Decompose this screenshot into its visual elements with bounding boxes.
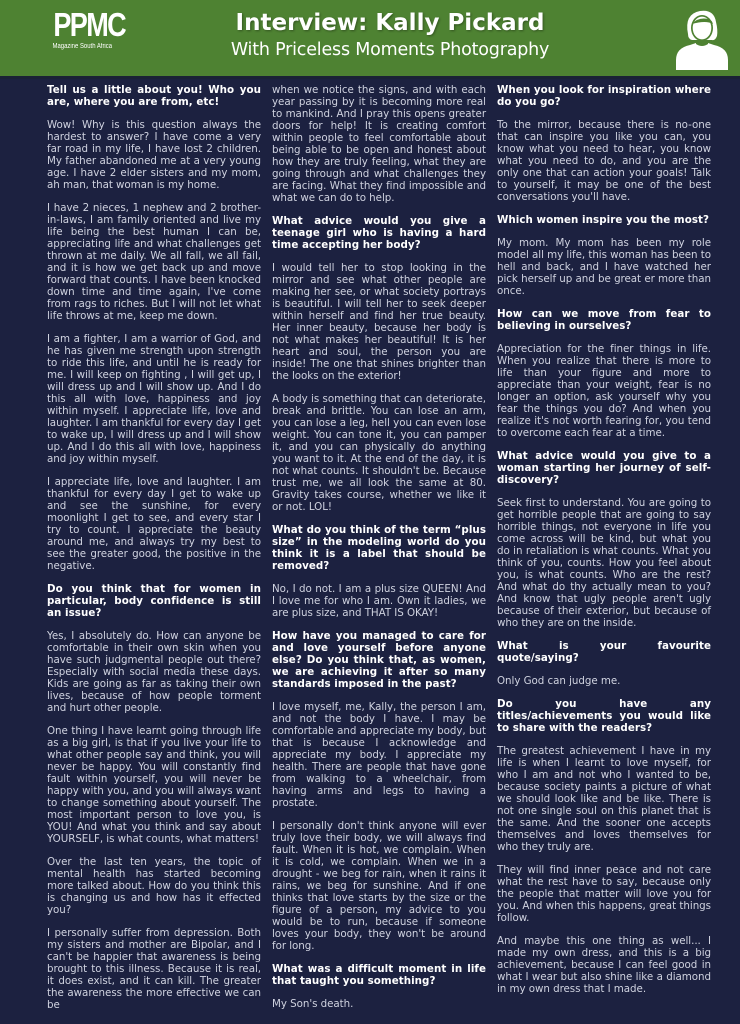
- interview-answer: To the mirror, because there is no-one that can inspire you like you can, you know what you need to hear, you know what you need to do, and you are the only one that can action your goals! Talk to yourself, it may be one of the best conversations you'll have.: [497, 119, 711, 203]
- interview-answer: No, I do not. I am a plus size QUEEN! And I love me for who I am. Own it ladies, we are plus size, and THAT IS OKAY!: [272, 583, 486, 619]
- interview-question: When you look for inspiration where do you go?: [497, 84, 711, 108]
- interview-question: What was a difficult moment in life that taught you something?: [272, 963, 486, 987]
- interview-question: What advice would you give a teenage girl who is having a hard time accepting her body?: [272, 215, 486, 251]
- interview-answer: I am a fighter, I am a warrior of God, and he has given me strength upon strength to ride this life, and until he is ready for me. I will keep on fighting , I will get up, I will dress up and I will show up. And I do this all with love, happiness and joy within myself. I appreciate life, love and laughter. I am thankful for every day I get to wake up, I will dress up and I will show up. And I do this all with love, happiness and joy within myself.: [47, 333, 261, 465]
- interview-answer: And maybe this one thing as well... I made my own dress, and this is a big achievement, because I can feel good in what I wear but also shine like a diamond in my own dress that I made.: [497, 935, 711, 995]
- interview-answer: My mom. My mom has been my role model all my life, this woman has been to hell and back, and I have watched her pick herself up and be great er more than once.: [497, 237, 711, 297]
- logo-tagline: Magazine South Africa: [52, 43, 113, 50]
- interview-question: How can we move from fear to believing in ourselves?: [497, 308, 711, 332]
- interview-answer: when we notice the signs, and with each year passing by it is becoming more real to mankind. And I pray this opens greater doors for help! It is creating comfort within people to feel comfortable about being able to be open and honest about how they are truly feeling, what they are going through and what challenges they are facing. What they find impossible and what we can do to help.: [272, 84, 486, 204]
- column-1: [47, 84, 261, 1022]
- interview-answer: Over the last ten years, the topic of mental health has started becoming more talked about. How do you think this is changing us and how has it effected you?: [47, 856, 261, 916]
- interview-question: Do you think that for women in particular, body confidence is still an issue?: [47, 583, 261, 619]
- interview-answer: Only God can judge me.: [497, 675, 621, 687]
- interview-question: What advice would you give to a woman starting her journey of self-discovery?: [497, 450, 711, 486]
- interview-answer: Seek first to understand. You are going to get horrible people that are going to say horrible things, not everyone in life you come across will be kind, but what you do in retaliation is what counts. What you think of you, counts. How you feel about you, is what counts. Who are the rest? And what do thy actually mean to you? And know that ugly people aren't ugly because of their exterior, but because of who they are on the inside.: [497, 497, 711, 629]
- interview-answer: I have 2 nieces, 1 nephew and 2 brother-in-laws, I am family oriented and live my life being the best human I can be, appreciating life and what challenges get thrown at me daily. We all fall, we all fail, and it is how we get back up and move forward that counts. I have been knocked down time and time again, I've come from rags to riches. But I will not let what life throws at me, keep me down.: [47, 202, 261, 322]
- interview-answer: I appreciate life, love and laughter. I am thankful for every day I get to wake up and see the sunshine, for every moonlight I get to see, and every star I try to count. I appreciate the beauty around me, and always try my best to see the greater good, the positive in the negative.: [47, 476, 261, 572]
- interview-answer: The greatest achievement I have in my life is when I learnt to love myself, for who I am and not who I wanted to be, because society paints a picture of what we should look like and be like. There is not one single soul on this planet that is the same. And the sooner one accepts themselves and loves themselves for who they truly are.: [497, 745, 711, 853]
- interview-question: Tell us a little about you! Who you are, where you are from, etc!: [47, 84, 261, 108]
- interview-question: What is your favourite quote/saying?: [497, 640, 711, 664]
- page-subtitle: With Priceless Moments Photography: [230, 40, 550, 60]
- interview-answer: A body is something that can deteriorate, break and brittle. You can lose an arm, you can lose a leg, hell you can even lose weight. You can tone it, you can pamper it, and you can physically do anything you want to it. At the end of the day, it is not what counts. It shouldn't be. Because trust me, we all look the same at 80. Gravity takes course, whether we like it or not. LOL!: [272, 393, 486, 513]
- interview-question: What do you think of the term “plus size” in the modeling world do you think it is a label that should be removed?: [272, 524, 486, 572]
- interview-answer: I love myself, me, Kally, the person I am, and not the body I have. I may be comfortable and appreciate my body, but that is because I acknowledge and appreciate my body. I appreciate my health. There are people that have gone from walking to a wheelchair, from having arms and legs to having a prostate.: [272, 701, 486, 809]
- interview-answer: Appreciation for the finer things in life. When you realize that there is more to life than your figure and more to appreciate than your weight, fear is no longer an option, ask yourself why you fear the things you do? And when you realize it's not worth fearing for, you tend to overcome each fear at a time.: [497, 343, 711, 439]
- interview-answer: I would tell her to stop looking in the mirror and see what other people are making her see, or what society portrays is beautiful. I will tell her to seek deeper within herself and find her true beauty. Her inner beauty, because her body is not what makes her beautiful! It is her heart and soul, the person you are inside! The one that shines brighter than the looks on the exterior!: [272, 262, 486, 382]
- ppmc-logo: [48, 6, 126, 50]
- interview-answer: I personally don't think anyone will ever truly love their body, we will always find fault. When it is hot, we complain. When it is cold, we complain. When we in a drought - we beg for rain, when it rains it rains, we beg for sunshine. And if one thinks that love starts by the size or the figure of a person, my advice to you would be to run, because if someone loves your body, they won't be around for long.: [272, 820, 486, 952]
- column-3: [497, 84, 711, 1006]
- logo-wordmark: PPMC: [53, 6, 126, 43]
- interview-answer: Yes, I absolutely do. How can anyone be comfortable in their own skin when you have such judgmental people out there? Especially with social media these days. Kids are going as far as taking their own lives, because of how people torment and hurt other people.: [47, 630, 261, 714]
- interview-columns: [47, 84, 719, 1024]
- title-block: [180, 8, 600, 62]
- interview-answer: They will find inner peace and not care what the rest have to say, because only the people that matter will love you for you. And when this happens, great things follow.: [497, 864, 711, 924]
- woman-avatar-icon: [670, 6, 734, 70]
- interview-question: Which women inspire you the most?: [497, 214, 709, 226]
- interview-question: Do you have any titles/achievements you would like to share with the readers?: [497, 698, 711, 734]
- interview-answer: I personally suffer from depression. Both my sisters and mother are Bipolar, and I can't be happier that awareness is being brought to this illness. Because it is real, it does exist, and it can kill. The greater the awareness the more effective we can be: [47, 927, 261, 1011]
- interview-question: How have you managed to care for and love yourself before anyone else? Do you think that, as women, we are achieving it after so many standards imposed in the past?: [272, 630, 486, 690]
- interview-answer: My Son's death.: [272, 998, 354, 1010]
- page-title: Interview: Kally Pickard: [235, 10, 545, 36]
- interview-answer: One thing I have learnt going through life as a big girl, is that if you live your life to what other people say and think, you will never be happy. You will constantly find fault within yourself, you will never be happy with you, and you will always want to change something about yourself. The most important person to love you, is YOU! And what you think and say about YOURSELF, is what counts, what matters!: [47, 725, 261, 845]
- interview-answer: Wow! Why is this question always the hardest to answer? I have come a very far road in my life, I have lost 2 children. My father abandoned me at a very young age. I have 2 elder sisters and my mom, ah man, that woman is my home.: [47, 119, 261, 191]
- column-2: [272, 84, 486, 1021]
- magazine-header: [0, 0, 740, 79]
